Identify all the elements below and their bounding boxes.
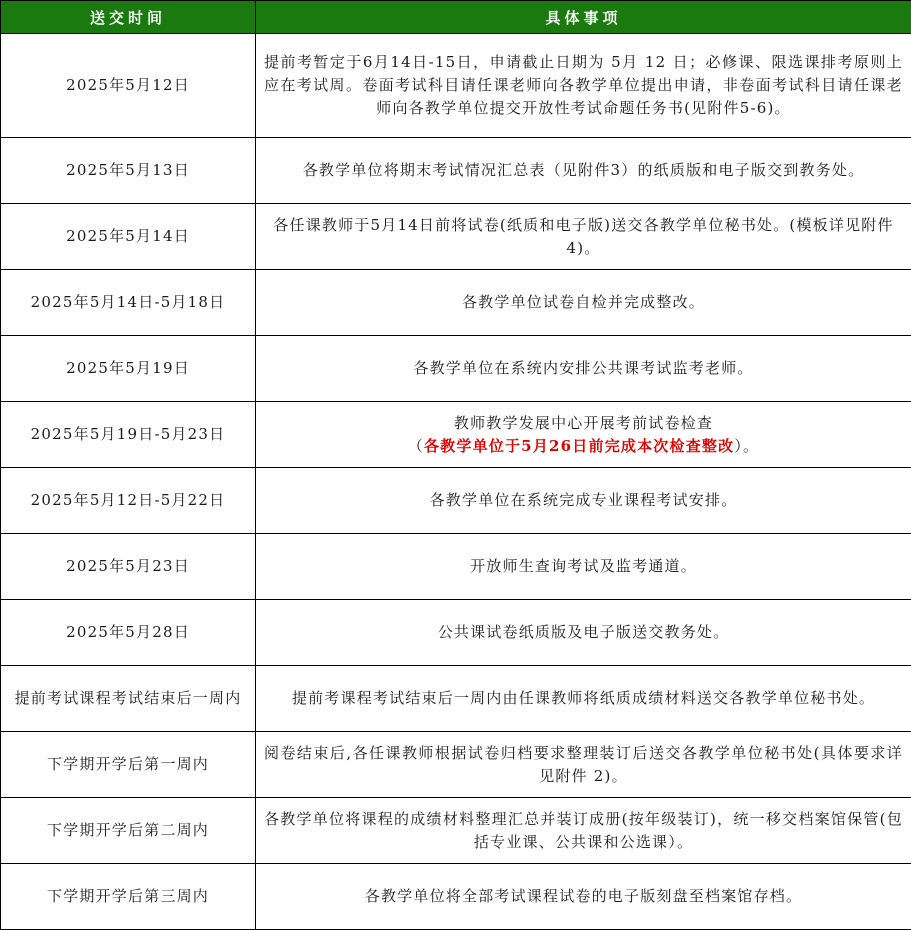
row-time: 2025年5月19日 bbox=[1, 336, 256, 402]
header-time: 送交时间 bbox=[1, 1, 256, 34]
row-detail: 各教学单位在系统完成专业课程考试安排。 bbox=[256, 468, 911, 534]
table-row bbox=[1, 138, 911, 204]
row-time: 2025年5月12日-5月22日 bbox=[1, 468, 256, 534]
header-detail: 具体事项 bbox=[256, 1, 911, 34]
table-row bbox=[1, 336, 911, 402]
row-time: 2025年5月14日-5月18日 bbox=[1, 270, 256, 336]
table-row bbox=[1, 270, 911, 336]
table-row bbox=[1, 402, 911, 468]
row-detail: 提前考课程考试结束后一周内由任课教师将纸质成绩材料送交各教学单位秘书处。 bbox=[256, 666, 911, 732]
table-row bbox=[1, 666, 911, 732]
row-detail-line bbox=[264, 435, 903, 458]
table-row bbox=[1, 864, 911, 930]
row-time: 2025年5月23日 bbox=[1, 534, 256, 600]
table-row bbox=[1, 600, 911, 666]
row-detail: 各任课教师于5月14日前将试卷(纸质和电子版)送交各教学单位秘书处。(模板详见附件4)。 bbox=[256, 204, 911, 270]
row-detail: 阅卷结束后,各任课教师根据试卷归档要求整理装订后送交各教学单位秘书处(具体要求详见附件 2)。 bbox=[256, 732, 911, 798]
row-detail-paren-close: ）。 bbox=[734, 437, 759, 455]
row-time: 2025年5月19日-5月23日 bbox=[1, 402, 256, 468]
row-detail-line: 教师教学发展中心开展考前试卷检查 bbox=[264, 412, 903, 435]
table-row bbox=[1, 204, 911, 270]
row-time: 2025年5月28日 bbox=[1, 600, 256, 666]
table-row bbox=[1, 468, 911, 534]
row-detail: 各教学单位在系统内安排公共课考试监考老师。 bbox=[256, 336, 911, 402]
row-time: 下学期开学后第二周内 bbox=[1, 798, 256, 864]
table-row bbox=[1, 732, 911, 798]
table-row bbox=[1, 534, 911, 600]
row-detail: 各教学单位将期末考试情况汇总表（见附件3）的纸质版和电子版交到教务处。 bbox=[256, 138, 911, 204]
row-detail bbox=[256, 402, 911, 468]
row-time: 2025年5月14日 bbox=[1, 204, 256, 270]
row-time: 2025年5月12日 bbox=[1, 34, 256, 138]
row-detail: 公共课试卷纸质版及电子版送交教务处。 bbox=[256, 600, 911, 666]
row-time: 下学期开学后第一周内 bbox=[1, 732, 256, 798]
row-detail: 提前考暂定于6月14日-15日，申请截止日期为 5月 12 日；必修课、限选课排考原则上应在考试周。卷面考试科目请任课老师向各教学单位提出申请，非卷面考试科目请任课老师向各教学单位提交开放性考试命题任务书(见附件5-6)。 bbox=[256, 34, 911, 138]
table-row bbox=[1, 34, 911, 138]
row-time: 下学期开学后第三周内 bbox=[1, 864, 256, 930]
row-detail: 各教学单位将课程的成绩材料整理汇总并装订成册(按年级装订)，统一移交档案馆保管(包括专业课、公共课和公选课）。 bbox=[256, 798, 911, 864]
row-time: 提前考试课程考试结束后一周内 bbox=[1, 666, 256, 732]
row-detail: 各教学单位试卷自检并完成整改。 bbox=[256, 270, 911, 336]
row-time: 2025年5月13日 bbox=[1, 138, 256, 204]
row-detail: 开放师生查询考试及监考通道。 bbox=[256, 534, 911, 600]
table-row bbox=[1, 798, 911, 864]
row-detail: 各教学单位将全部考试课程试卷的电子版刻盘至档案馆存档。 bbox=[256, 864, 911, 930]
row-detail-paren-open: （ bbox=[408, 437, 424, 455]
deadline-highlight: 各教学单位于5月26日前完成本次检查整改 bbox=[424, 437, 734, 455]
table-header-row bbox=[1, 1, 911, 34]
